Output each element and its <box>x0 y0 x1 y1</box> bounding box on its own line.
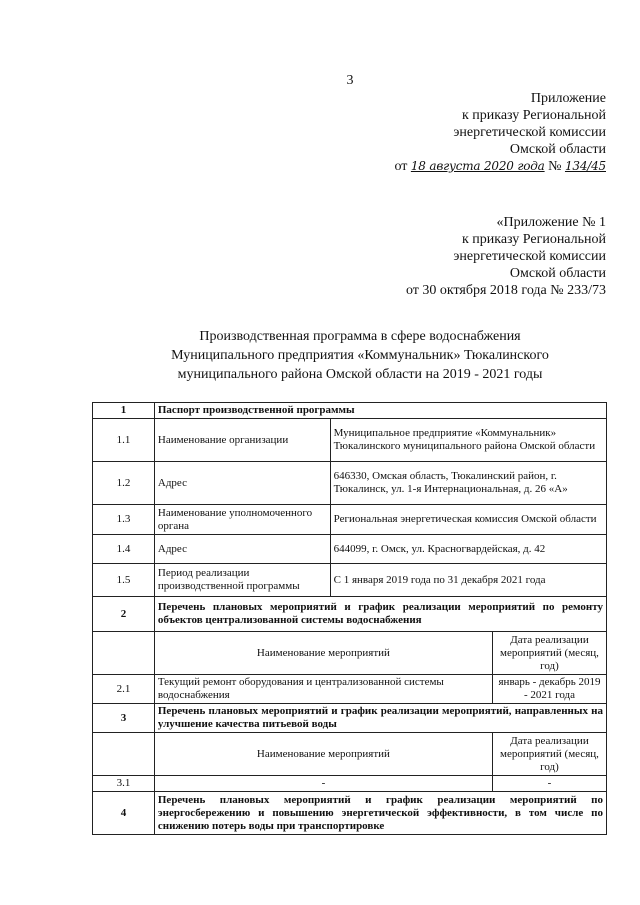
section-title: Перечень плановых мероприятий и график реализации мероприятий по ремонту объектов централизованной системы водоснабжения <box>154 597 606 632</box>
measure-date: январь - декабрь 2019 - 2021 года <box>492 675 606 704</box>
handwritten-date: 18 августа 2020 года <box>410 159 545 173</box>
appendix-line: Омской области <box>509 266 606 281</box>
appendix-header-current <box>394 90 606 175</box>
handwritten-number: 134/45 <box>564 159 606 173</box>
title-line: муниципального района Омской области на 2019 - 2021 годы <box>177 367 543 382</box>
section-number: 2 <box>93 597 155 632</box>
row-number: 1.1 <box>93 419 155 462</box>
table-row <box>93 462 607 505</box>
page-number: 3 <box>346 73 354 88</box>
section-header-row <box>93 597 607 632</box>
row-label: Адрес <box>154 462 330 505</box>
appendix-header-original <box>406 214 606 299</box>
section-number: 4 <box>93 792 155 835</box>
row-label: Адрес <box>154 535 330 564</box>
appendix-line: «Приложение № 1 <box>496 215 606 230</box>
order-date-line <box>394 158 606 175</box>
section-title: Перечень плановых мероприятий и график реализации мероприятий по энергосбережению и повышению энергетической эффективности, в том числе по снижению потерь воды при транспортировке <box>154 792 606 835</box>
row-label: Наименование уполномоченного органа <box>154 505 330 535</box>
measure-name: - <box>154 776 492 792</box>
section-number: 1 <box>93 403 155 419</box>
appendix-line: к приказу Региональной <box>461 108 606 123</box>
empty-cell <box>93 632 155 675</box>
row-value: 644099, г. Омск, ул. Красногвардейская, д. 42 <box>330 535 606 564</box>
column-header-date: Дата реализации мероприятий (месяц, год) <box>492 733 606 776</box>
table-row <box>93 675 607 704</box>
number-label: № <box>548 159 562 174</box>
appendix-line: Омской области <box>509 142 606 157</box>
appendix-line: энергетической комиссии <box>453 249 606 264</box>
title-line: Производственная программа в сфере водоснабжения <box>199 329 521 344</box>
measure-date: - <box>492 776 606 792</box>
empty-cell <box>93 733 155 776</box>
production-program-table <box>92 402 607 835</box>
column-header-name: Наименование мероприятий <box>154 733 492 776</box>
row-label: Период реализации производственной программы <box>154 564 330 597</box>
section-title: Перечень плановых мероприятий и график реализации мероприятий, направленных на улучшение качества питьевой воды <box>154 704 606 733</box>
row-number: 2.1 <box>93 675 155 704</box>
row-label: Наименование организации <box>154 419 330 462</box>
table-row <box>93 564 607 597</box>
table-row <box>93 419 607 462</box>
column-header-row <box>93 733 607 776</box>
measure-name: Текущий ремонт оборудования и централизованной системы водоснабжения <box>154 675 492 704</box>
row-number: 1.3 <box>93 505 155 535</box>
column-header-row <box>93 632 607 675</box>
row-number: 1.4 <box>93 535 155 564</box>
row-value: 646330, Омская область, Тюкалинский район, г. Тюкалинск, ул. 1-я Интернациональная, д. 26 «А» <box>330 462 606 505</box>
from-label: от <box>394 159 408 174</box>
section-header-row <box>93 704 607 733</box>
section-header-row <box>93 403 607 419</box>
column-header-name: Наименование мероприятий <box>154 632 492 675</box>
section-title: Паспорт производственной программы <box>154 403 606 419</box>
table-row <box>93 505 607 535</box>
column-header-date: Дата реализации мероприятий (месяц, год) <box>492 632 606 675</box>
section-number: 3 <box>93 704 155 733</box>
appendix-line: энергетической комиссии <box>453 125 606 140</box>
row-value: Региональная энергетическая комиссия Омской области <box>330 505 606 535</box>
row-number: 3.1 <box>93 776 155 792</box>
appendix-line: к приказу Региональной <box>461 232 606 247</box>
section-header-row <box>93 792 607 835</box>
appendix-line: от 30 октября 2018 года № 233/73 <box>405 283 606 298</box>
document-title <box>100 327 620 384</box>
table-row <box>93 776 607 792</box>
row-number: 1.5 <box>93 564 155 597</box>
row-value: Муниципальное предприятие «Коммунальник» Тюкалинского муниципального района Омской области <box>330 419 606 462</box>
row-number: 1.2 <box>93 462 155 505</box>
row-value: С 1 января 2019 года по 31 декабря 2021 года <box>330 564 606 597</box>
appendix-line: Приложение <box>530 91 606 106</box>
title-line: Муниципального предприятия «Коммунальник» Тюкалинского <box>171 348 549 363</box>
table-row <box>93 535 607 564</box>
